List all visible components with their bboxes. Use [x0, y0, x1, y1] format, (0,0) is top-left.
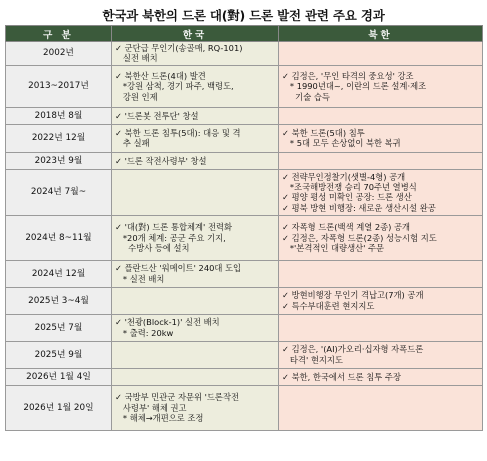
cell-line: ✓ 북한산 드론(4대) 발견 [115, 70, 206, 81]
table-row [6, 215, 483, 260]
north-korea-cell [279, 287, 483, 314]
period-cell: 2024년 7월~ [6, 169, 112, 215]
cell-line: 강원 인제 [115, 91, 158, 102]
header-row [6, 26, 483, 42]
period-cell: 2013~2017년 [6, 65, 112, 107]
south-korea-cell [112, 107, 279, 124]
cell-line: ✓ 북한, 한국에서 드론 침투 주장 [282, 371, 401, 382]
cell-line: ✓ 플란드산 '워메이트' 240대 도입 [115, 263, 242, 274]
table-row [6, 152, 483, 169]
cell-line: ✓ 평북 방현 비행장: 새로운 생산시설 완공 [282, 202, 436, 213]
cell-line: * 5대 모두 손상없이 북한 복귀 [282, 138, 401, 149]
north-korea-cell [279, 215, 483, 260]
header-period: 구 분 [6, 26, 112, 42]
period-cell: 2026년 1월 20일 [6, 385, 112, 430]
period-cell: 2025년 7월 [6, 314, 112, 341]
cell-line: * 출력: 20kw [115, 327, 174, 338]
table-row [6, 169, 483, 215]
cell-line: *20개 체계: 공군 주요 기지, [115, 232, 226, 243]
south-korea-cell [112, 124, 279, 152]
south-korea-cell [112, 169, 279, 215]
cell-line: ✓ '드론봇 전투단' 창설 [115, 110, 199, 121]
cell-line: ✓ 전략무인정찰기(샛별-4형) 공개 [282, 171, 406, 182]
cell-line: *조국해방전쟁 승리 70주년 열병식 [282, 181, 417, 192]
south-korea-cell [112, 341, 279, 368]
cell-line: 기술 습득 [282, 91, 330, 102]
table-row [6, 385, 483, 430]
period-cell: 2024년 12월 [6, 260, 112, 287]
table-row [6, 65, 483, 107]
period-cell: 2025년 9월 [6, 341, 112, 368]
table-row [6, 260, 483, 287]
cell-line: ✓ 군단급 무인기(송골매, RQ-101) [115, 43, 243, 53]
south-korea-cell [112, 385, 279, 430]
table-row [6, 368, 483, 385]
table-row [6, 314, 483, 341]
north-korea-cell [279, 124, 483, 152]
cell-line: ✓ '천광(Block-1)' 실전 배치 [115, 317, 220, 328]
north-korea-cell [279, 65, 483, 107]
timeline-table [5, 25, 483, 431]
period-cell: 2023년 9월 [6, 152, 112, 169]
period-cell: 2025년 3~4월 [6, 287, 112, 314]
cell-line: ✓ 국방부 민관군 자문위 '드론작전 [115, 392, 239, 403]
north-korea-cell [279, 42, 483, 66]
north-korea-cell [279, 152, 483, 169]
south-korea-cell [112, 368, 279, 385]
cell-line: 추 실패 [115, 138, 150, 149]
table-row [6, 341, 483, 368]
north-korea-cell [279, 385, 483, 430]
cell-line: ✓ 방현비행장 무인기 격납고(7개) 공개 [282, 290, 424, 301]
table-row [6, 124, 483, 152]
cell-line: ✓ 평양 평성 미확인 공장: 드론 생산 [282, 192, 412, 203]
cell-line: * 실전 배치 [115, 273, 165, 284]
north-korea-cell [279, 169, 483, 215]
cell-line: ✓ 북한 드론(5대) 침투 [282, 127, 365, 138]
cell-line: *강원 삼척, 경기 파주, 백령도, [115, 81, 234, 92]
cell-line: ✓ 김정은, 자폭형 드론(2종) 성능시험 지도 [282, 232, 437, 243]
period-cell: 2024년 8~11월 [6, 215, 112, 260]
document-title: 한국과 북한의 드론 대(對) 드론 발전 관련 주요 경과 [102, 8, 385, 23]
north-korea-cell [279, 368, 483, 385]
south-korea-cell [112, 314, 279, 341]
table-row [6, 42, 483, 66]
cell-line: * 1990년대~, 이란의 드론 설계·제조 [282, 81, 427, 92]
south-korea-cell [112, 152, 279, 169]
table-body [6, 42, 483, 431]
north-korea-cell [279, 107, 483, 124]
cell-line: *'본격적인 대량생산' 주문 [282, 243, 385, 254]
cell-line: ✓ 북한 드론 침투(5대): 대응 및 격 [115, 127, 241, 138]
south-korea-cell [112, 287, 279, 314]
cell-line: 사령부' 해체 권고 [115, 402, 187, 413]
cell-line: ✓ 자폭형 드론(백색 계열 2종) 공개 [282, 222, 411, 233]
south-korea-cell [112, 215, 279, 260]
north-korea-cell [279, 314, 483, 341]
cell-line: ✓ 김정은, '(AI)가오리·십자형 자폭드론 [282, 344, 424, 355]
south-korea-cell [112, 65, 279, 107]
south-korea-cell [112, 260, 279, 287]
cell-line: 실전 배치 [115, 53, 158, 64]
cell-line: ✓ '대(對) 드론 통합체계' 전력화 [115, 222, 232, 233]
period-cell: 2002년 [6, 42, 112, 66]
period-cell: 2022년 12월 [6, 124, 112, 152]
cell-line: ✓ '드론 작전사령부' 창설 [115, 155, 207, 166]
north-korea-cell [279, 260, 483, 287]
period-cell: 2018년 8월 [6, 107, 112, 124]
cell-line: 타격' 현지지도 [282, 354, 343, 365]
cell-line: * 해체→개편으로 조정 [115, 413, 204, 424]
cell-line: ✓ 특수부대훈련 현지지도 [282, 300, 375, 311]
cell-line: ✓ 김정은, '무인 타격의 중요성' 강조 [282, 70, 414, 81]
period-cell: 2026년 1월 4일 [6, 368, 112, 385]
table-row [6, 287, 483, 314]
south-korea-cell [112, 42, 279, 66]
header-north-korea: 북한 [279, 26, 483, 42]
north-korea-cell [279, 341, 483, 368]
header-south-korea: 한국 [112, 26, 279, 42]
cell-line: 수방사 등에 설치 [115, 243, 190, 254]
table-row [6, 107, 483, 124]
